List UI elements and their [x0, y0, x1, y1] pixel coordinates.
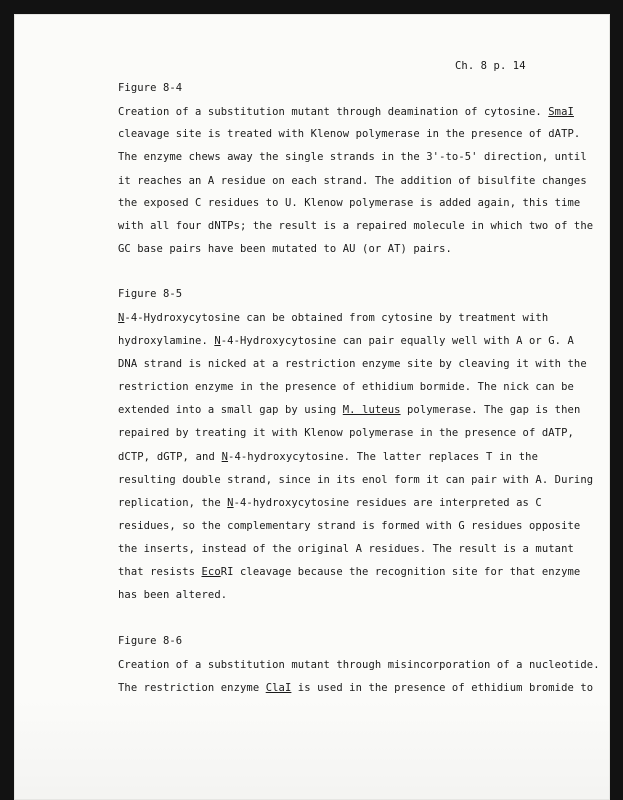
paragraph-line: it reaches an A residue on each strand. The addition of bisulfite changes: [118, 175, 587, 187]
paragraph-line: hydroxylamine. N-4-Hydroxycytosine can pair equally well with A or G. A: [118, 335, 574, 347]
paragraph-line: residues, so the complementary strand is formed with G residues opposite: [118, 520, 581, 532]
paragraph-line: GC base pairs have been mutated to AU (or AT) pairs.: [118, 243, 452, 255]
paragraph-line: cleavage site is treated with Klenow polymerase in the presence of dATP.: [118, 128, 581, 140]
paragraph-line: dCTP, dGTP, and N-4-hydroxycytosine. The latter replaces T in the: [118, 451, 538, 463]
page-reference: Ch. 8 p. 14: [455, 60, 526, 72]
paragraph-line: with all four dNTPs; the result is a repaired molecule in which two of the: [118, 220, 594, 232]
heading-figure-8-5: Figure 8-5: [118, 288, 183, 300]
paragraph-line: The enzyme chews away the single strands in the 3'-to-5' direction, until: [118, 151, 587, 163]
paragraph-line: replication, the N-4-hydroxycytosine residues are interpreted as C: [118, 497, 542, 509]
paragraph-line: DNA strand is nicked at a restriction enzyme site by cleaving it with the: [118, 358, 587, 370]
paragraph-line: that resists EcoRI cleavage because the recognition site for that enzyme: [118, 566, 581, 578]
paragraph-line: the inserts, instead of the original A residues. The result is a mutant: [118, 543, 574, 555]
heading-figure-8-4: Figure 8-4: [118, 82, 183, 94]
paragraph-line: has been altered.: [118, 589, 228, 601]
paragraph-line: repaired by treating it with Klenow polymerase in the presence of dATP,: [118, 427, 574, 439]
paragraph-line: Creation of a substitution mutant through misincorporation of a nucleotide.: [118, 659, 600, 671]
paragraph-line: restriction enzyme in the presence of ethidium bormide. The nick can be: [118, 381, 574, 393]
paragraph-line: the exposed C residues to U. Klenow polymerase is added again, this time: [118, 197, 581, 209]
paragraph-line: N-4-Hydroxycytosine can be obtained from cytosine by treatment with: [118, 312, 549, 324]
paragraph-line: resulting double strand, since in its enol form it can pair with A. During: [118, 474, 594, 486]
paragraph-line: Creation of a substitution mutant through deamination of cytosine. SmaI: [118, 106, 574, 118]
paper-shadow: [14, 700, 610, 800]
paragraph-line: extended into a small gap by using M. luteus polymerase. The gap is then: [118, 404, 581, 416]
paragraph-line: The restriction enzyme ClaI is used in the presence of ethidium bromide to: [118, 682, 594, 694]
heading-figure-8-6: Figure 8-6: [118, 635, 183, 647]
